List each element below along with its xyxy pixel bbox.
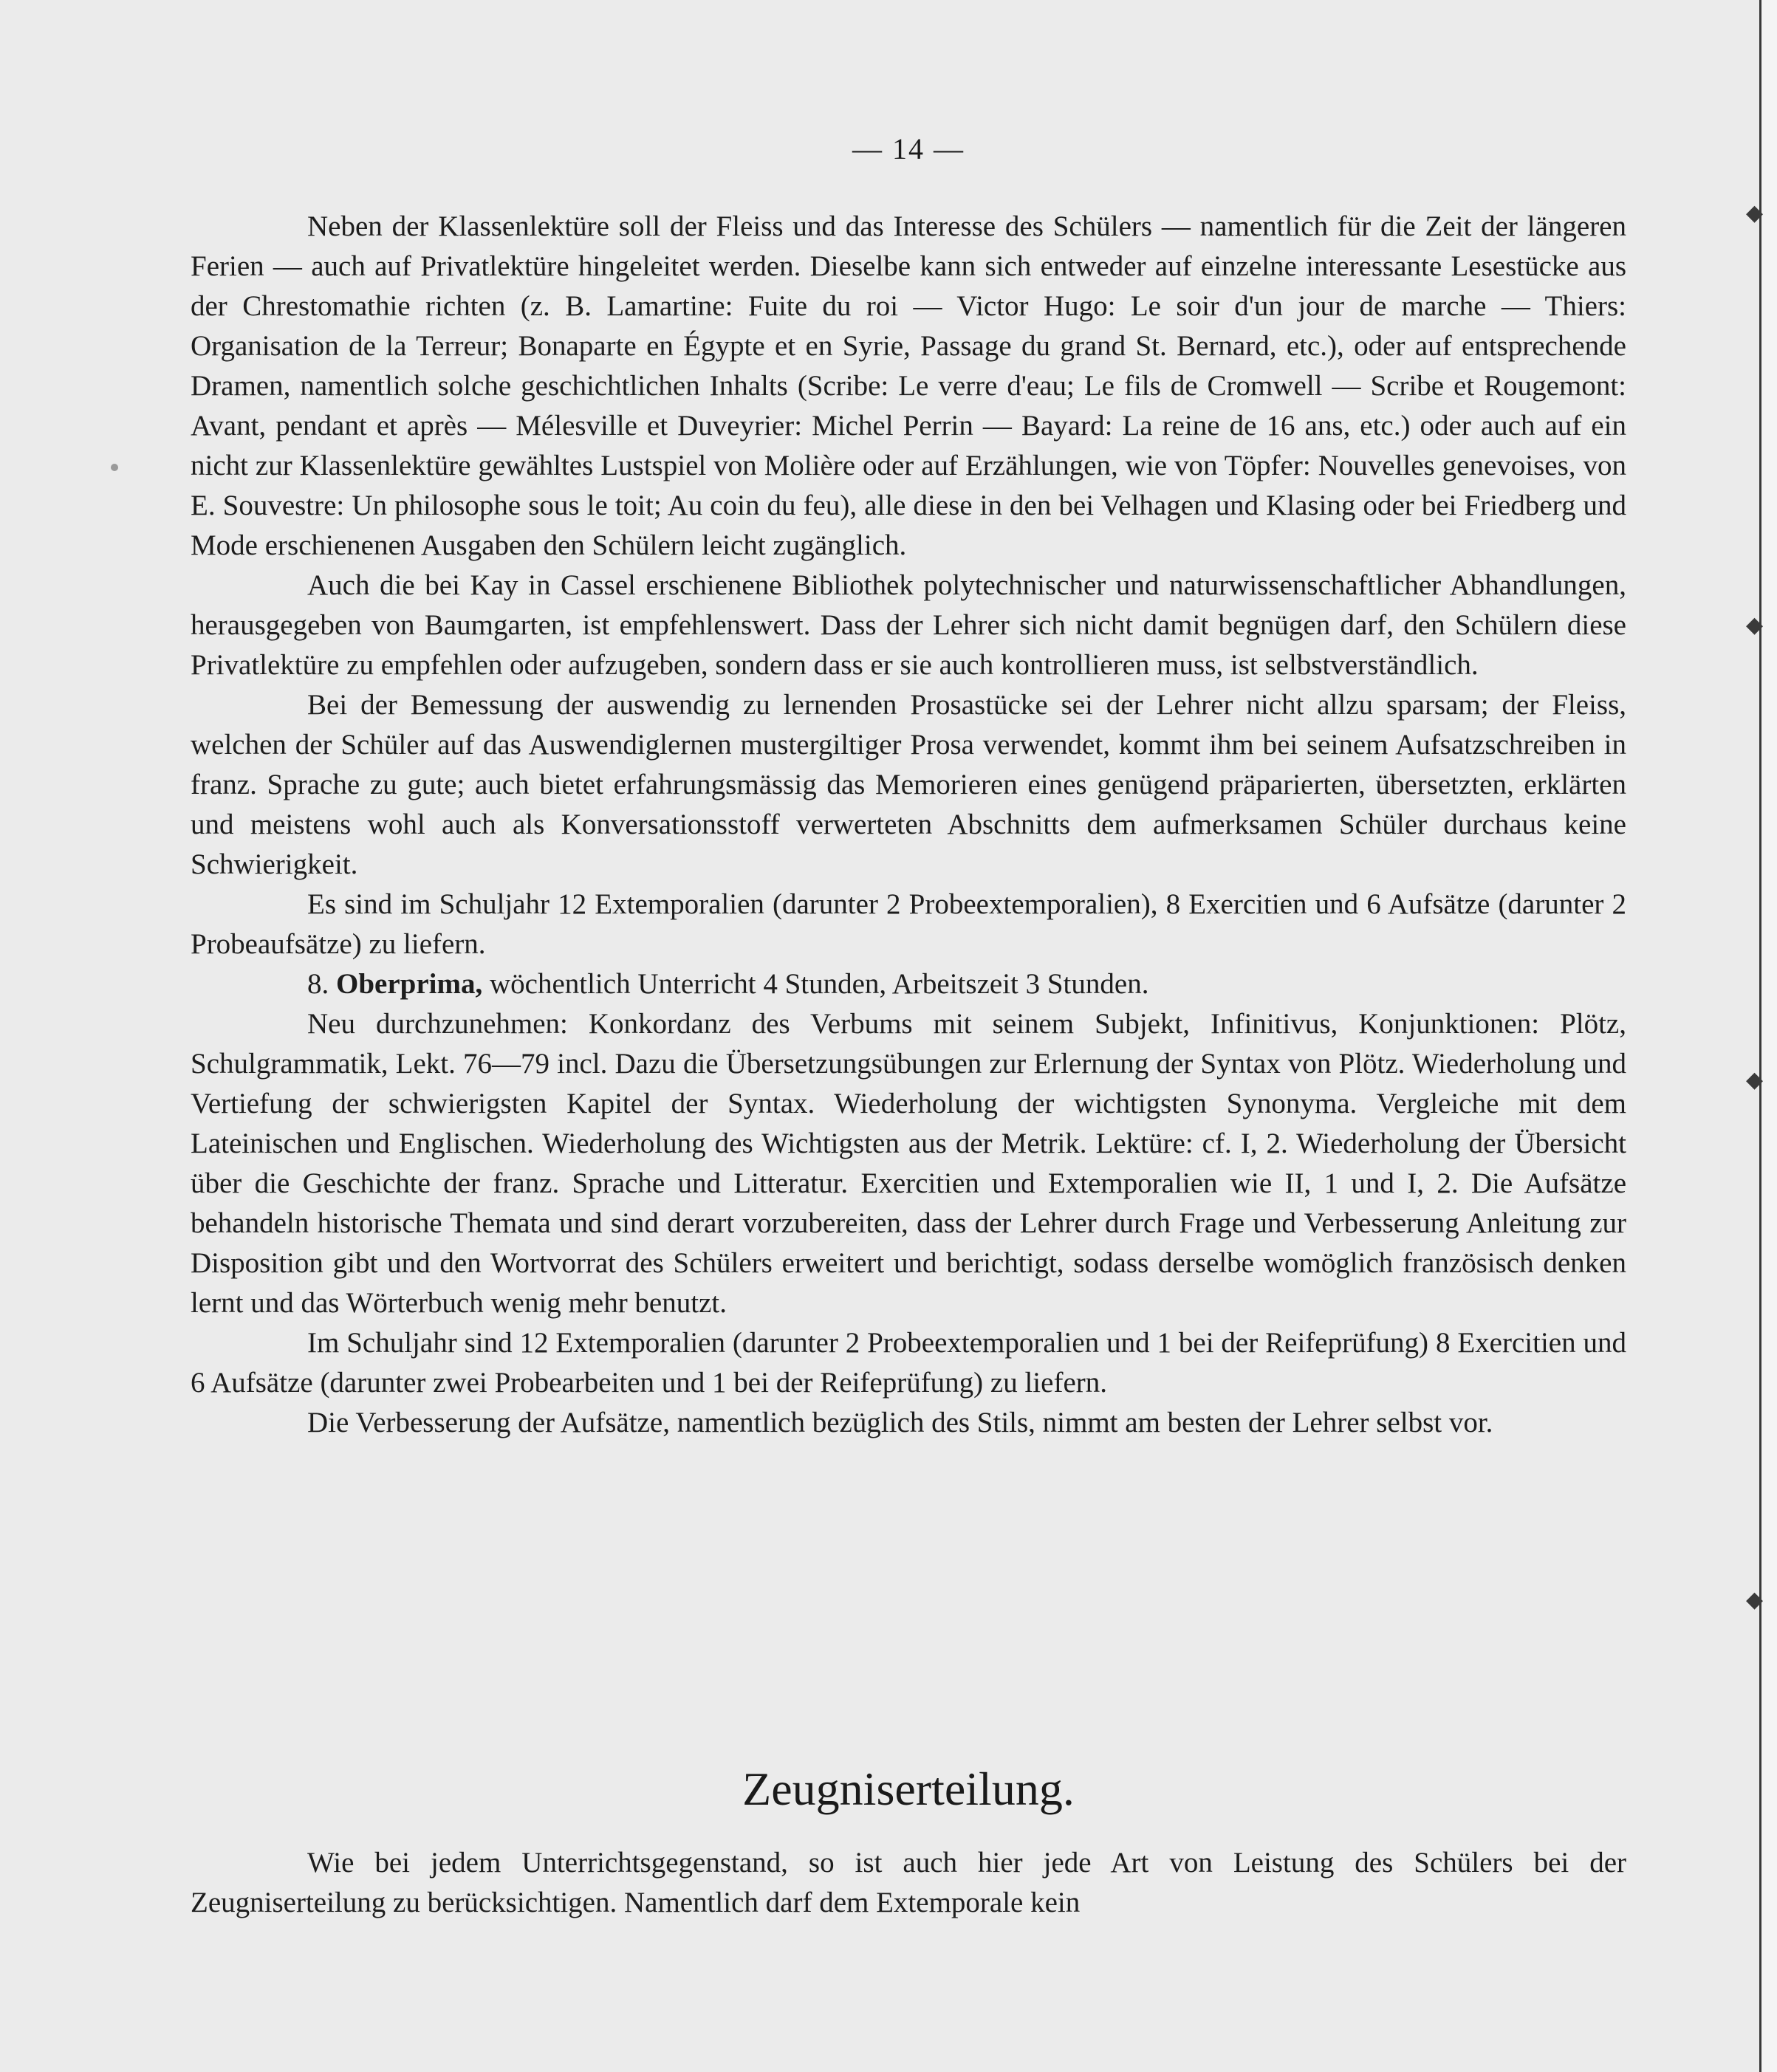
oberprima-number: 8. (307, 968, 329, 1000)
paragraph-neu-durchzunehmen: Neu durchzunehmen: Konkordanz des Verbums mit seinem Subjekt, Infinitivus, Konjunktionen: Plötz, Schulgrammatik, Lekt. 76—79 incl. Dazu die Übersetzungsübungen zur Erlernung der Syntax von Plötz. Wiederholung und Vertiefung der schwierigsten Kapitel der Syntax. Wiederholung der wichtigsten Synonyma. Vergleiche mit dem Lateinischen und Englischen. Wiederholung des Wichtigsten aus der Metrik. Lektüre: cf. I, 2. Wiederholung der Übersicht über die Geschichte der franz. Sprache und Litteratur. Exercitien und Extemporalien wie II, 1 und I, 2. Die Aufsätze behandeln historische Themata und sind derart vorzubereiten, dass der Lehrer durch Frage und Verbesserung Anleitung zur Disposition gibt und den Wortvorrat des Schülers erweitert und berichtigt, sodass derselbe womöglich französisch denken lernt und das Wörterbuch wenig mehr benutzt. (191, 1008, 1626, 1319)
paragraph-bibliothek: Auch die bei Kay in Cassel erschienene Bibliothek polytechnischer und naturwissenschaftlicher Abhandlungen, herausgegeben von Baumgarten, ist empfehlenswert. Dass der Lehrer sich nicht damit begnügen darf, den Schülern diese Privatlektüre zu empfehlen oder aufzugeben, sondern dass er sie auch kontrollieren muss, ist selbstverständlich. (191, 569, 1626, 681)
paragraph-zeugniserteilung: Wie bei jedem Unterrichtsgegenstand, so ist auch hier jede Art von Leistung des Schülers bei der Zeugniserteilung zu berücksichtigen. Namentlich darf dem Extemporale kein (191, 1847, 1626, 1918)
paragraph-schuljahr-prima: Es sind im Schuljahr 12 Extemporalien (darunter 2 Probeextemporalien), 8 Exercitien und 6 Aufsätze (darunter 2 Probeaufsätze) zu liefern. (191, 888, 1626, 960)
edge-tab-marker-icon: ◆ (1746, 612, 1764, 638)
oberprima-title: Oberprima, (336, 968, 483, 1000)
edge-tab-marker-icon: ◆ (1746, 1587, 1764, 1613)
closing-text (191, 1843, 1626, 1923)
margin-speck (111, 464, 118, 471)
edge-tab-marker-icon: ◆ (1746, 1067, 1764, 1093)
page-edge (1759, 0, 1777, 2072)
body-text (191, 207, 1626, 1443)
paragraph-schuljahr-oberprima: Im Schuljahr sind 12 Extemporalien (darunter 2 Probeextemporalien und 1 bei der Reifeprüfung) 8 Exercitien und 6 Aufsätze (darunter zwei Probearbeiten und 1 bei der Reifeprüfung) zu liefern. (191, 1327, 1626, 1399)
oberprima-details: wöchentlich Unterricht 4 Stunden, Arbeitszeit 3 Stunden. (482, 968, 1149, 1000)
paragraph-verbesserung: Die Verbesserung der Aufsätze, namentlich bezüglich des Stils, nimmt am besten der Lehrer selbst vor. (307, 1407, 1493, 1438)
paragraph-privatlektuere: Neben der Klassenlektüre soll der Fleiss und das Interesse des Schülers — namentlich für die Zeit der längeren Ferien — auch auf Privatlektüre hingeleitet werden. Dieselbe kann sich entweder auf einzelne interessante Lesestücke aus der Chrestomathie richten (z. B. Lamartine: Fuite du roi — Victor Hugo: Le soir d'un jour de marche — Thiers: Organisation de la Terreur; Bonaparte en Égypte et en Syrie, Passage du grand St. Bernard, etc.), oder auf entsprechende Dramen, namentlich solche geschichtlichen Inhalts (Scribe: Le verre d'eau; Le fils de Cromwell — Scribe et Rougemont: Avant, pendant et après — Mélesville et Duveyrier: Michel Perrin — Bayard: La reine de 16 ans, etc.) oder auch auf ein nicht zur Klassenlektüre gewähltes Lustspiel von Molière oder auf Erzählungen, wie von Töpfer: Nouvelles genevoises, von E. Souvestre: Un philosophe sous le toit; Au coin du feu), alle diese in den bei Velhagen und Klasing oder bei Friedberg und Mode erschienenen Ausgaben den Schülern leicht zugänglich. (191, 210, 1626, 561)
paragraph-oberprima-heading (191, 964, 1626, 1004)
section-heading: Zeugniserteilung. (742, 1763, 1075, 1815)
page-number: — 14 — (852, 132, 965, 165)
edge-tab-marker-icon: ◆ (1746, 200, 1764, 226)
paragraph-bemessung: Bei der Bemessung der auswendig zu lernenden Prosastücke sei der Lehrer nicht allzu sparsam; der Fleiss, welchen der Schüler auf das Auswendiglernen mustergiltiger Prosa verwendet, kommt ihm bei seinem Aufsatzschreiben in franz. Sprache zu gute; auch bietet erfahrungsmässig das Memorieren eines genügend präparierten, übersetzten, erklärten und meistens wohl auch als Konversationsstoff verwerteten Abschnitts dem aufmerksamen Schüler durchaus keine Schwierigkeit. (191, 689, 1626, 880)
